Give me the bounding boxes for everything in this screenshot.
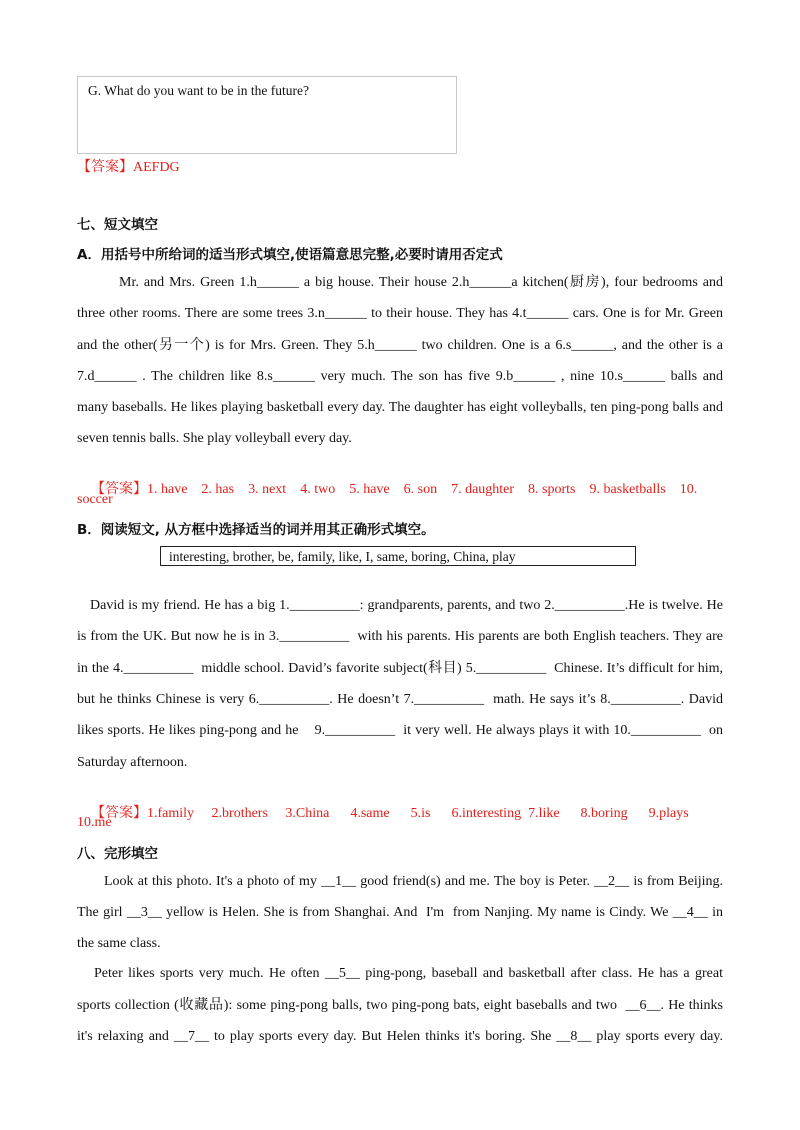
part-b-line: but he thinks Chinese is very 6.__________. He doesn’t 7.__________ math. He says it’s 8.__________. David <box>77 692 723 707</box>
part-a-line: 7.d______ . The children like 8.s______ very much. The son has five 9.b______ , nine 10.s______ balls and <box>77 369 723 384</box>
cloze-line: it's relaxing and __7__ to play sports every day. But Helen thinks it's boring. She __8__ play sports every day. <box>77 1029 723 1044</box>
part-b-answer-cont: 10.me <box>77 815 112 830</box>
option-box <box>77 76 457 154</box>
cloze-line: The girl __3__ yellow is Helen. She is from Shanghai. And I'm from Nanjing. My name is Cindy. We __4__ in <box>77 905 723 920</box>
answer-text: 1. have 2. has 3. next 4. two 5. have 6. son 7. daughter 8. sports 9. basketballs 10. <box>147 482 698 497</box>
answer-label: 【答案】 <box>91 481 147 497</box>
part-b-line: Saturday afternoon. <box>77 755 188 770</box>
part-a-answer-cont: soccer <box>77 492 113 507</box>
part-a-line: seven tennis balls. She play volleyball every day. <box>77 431 352 446</box>
cloze-line: the same class. <box>77 936 161 951</box>
part-b-line: David is my friend. He has a big 1.__________: grandparents, parents, and two 2.__________.He is twelve. He <box>90 598 723 613</box>
part-b-line: in the 4.__________ middle school. David’s favorite subject(科目) 5.__________ Chinese. It’s difficult for him, <box>77 661 723 676</box>
answer-text: 1.family 2.brothers 3.China 4.same 5.is 6.interesting 7.like 8.boring 9.plays <box>147 806 689 821</box>
answer-line-six <box>77 157 723 178</box>
part-a-line: many baseballs. He likes playing basketball every day. The daughter has eight volleyballs, ten ping-pong balls and <box>77 400 723 415</box>
answer-label: 【答案】 <box>91 805 147 821</box>
part-b-line: is from the UK. But now he is in 3.__________ with his parents. His parents are both English teachers. They are <box>77 629 723 644</box>
section-eight-title: 八、完形填空 <box>77 846 158 862</box>
option-g-text: G. What do you want to be in the future? <box>88 83 309 98</box>
part-a-line: and the other(另一个) is for Mrs. Green. They 5.h______ two children. One is a 6.s______, and the other is a <box>77 338 723 353</box>
part-a-line: Mr. and Mrs. Green 1.h______ a big house. Their house 2.h______a kitchen(厨房), four bedrooms and <box>119 275 723 290</box>
part-b-line: likes sports. He likes ping-pong and he 9.__________ it very well. He always plays it with 10.__________ on <box>77 723 723 738</box>
cloze-line: sports collection (收藏品): some ping-pong balls, two ping-pong bats, eight baseballs and two __6__. He thinks <box>77 998 723 1013</box>
section-seven-title: 七、短文填空 <box>77 217 158 233</box>
cloze-line: Look at this photo. It's a photo of my __1__ good friend(s) and me. The boy is Peter. __2__ is from Beijing. <box>104 874 723 889</box>
answer-label: 【答案】 <box>77 159 133 175</box>
part-b-title: B．阅读短文, 从方框中选择适当的词并用其正确形式填空。 <box>77 522 435 538</box>
part-a-title: A．用括号中所给词的适当形式填空,使语篇意思完整,必要时请用否定式 <box>77 247 503 263</box>
word-bank-box: interesting, brother, be, family, like, I, same, boring, China, play <box>160 546 636 566</box>
answer-text: AEFDG <box>133 160 180 175</box>
cloze-line: Peter likes sports very much. He often __5__ ping-pong, baseball and basketball after class. He has a great <box>94 966 723 981</box>
part-a-line: three other rooms. There are some trees 3.n______ to their house. They has 4.t______ cars. One is for Mr. Green <box>77 306 723 321</box>
